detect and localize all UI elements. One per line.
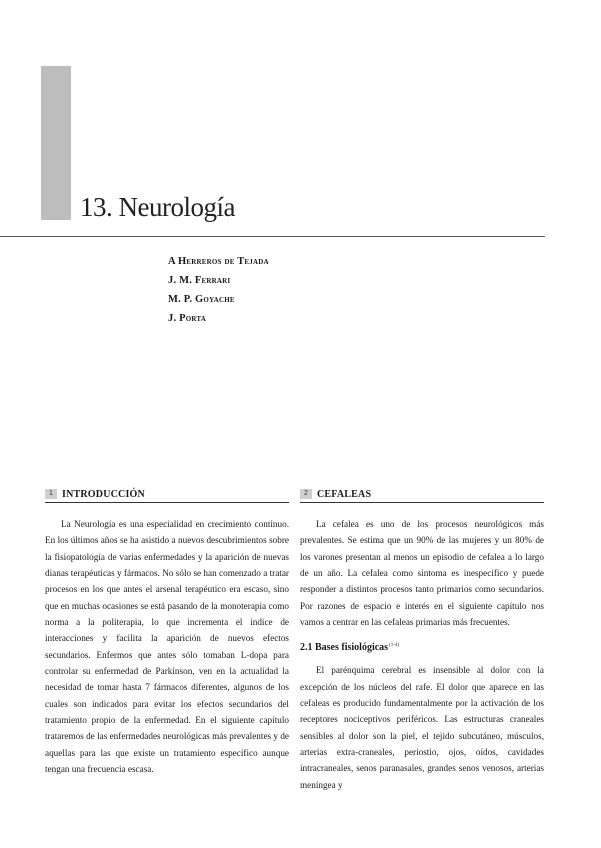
right-column [300, 487, 544, 793]
section-heading-introduccion [45, 487, 289, 503]
author-name: A Herreros de Tejada [168, 256, 269, 267]
author-list [168, 252, 269, 328]
section-title: CEFALEAS [317, 488, 372, 500]
subsection-heading [300, 642, 544, 653]
chapter-divider [0, 236, 545, 237]
section-number: 1 [45, 489, 57, 499]
author-name: J. M. Ferrari [168, 275, 231, 286]
citation-ref: (1-4) [389, 643, 400, 649]
body-paragraph: La Neurología es una especialidad en crecimiento continuo. En los últimos años se ha asistido a nuevos descubrimientos sobre la fisiopatología de varias enfermedades y la aparición de nuevas dianas terapéuticas y fármacos. No sólo se han comenzado a tratar procesos en los que antes el arsenal terapéutico era escaso, sino que en muchas ocasiones se está pasando de la monoterapia como norma a la politerapia, lo que incrementa el índice de interacciones y facilita la aparición de nuevos efectos secundarios. Enfermos que antes sólo tomaban L-dopa para controlar su enfermedad de Parkinson, ven en la actualidad la necesidad de tomar hasta 7 fármacos diferentes, algunos de los cuales son indicados para evitar los efectos secundarios del tratamiento propio de la enfermedad. En el siguiente capítulo trataremos de las enfermedades neurológicas más prevalentes y de aquellas para las que existe un tratamiento específico aunque tengan una frecuencia escasa. [45, 519, 289, 775]
chapter-title: 13. Neurología [80, 192, 235, 222]
subsection-title: 2.1 Bases fisiológicas [300, 642, 389, 654]
section-heading-cefaleas [300, 487, 544, 503]
section-number: 2 [300, 489, 312, 499]
author-name: M. P. Goyache [168, 294, 235, 305]
author-name: J. Porta [168, 313, 206, 324]
section-title: INTRODUCCIÓN [62, 488, 145, 500]
chapter-decorative-bar [41, 66, 71, 220]
left-column [45, 487, 289, 778]
body-paragraph: El parénquima cerebral es insensible al dolor con la excepción de los núcleos del rafe. El dolor que aparece en las cefaleas es producido fundamentalmente por la activación de los receptores nociceptivos periféricos. Las estructuras craneales sensibles al dolor son la piel, el tejido subcutáneo, músculos, arterias extra-craneales, periostio, ojos, oídos, cavidades intracraneales, senos paranasales, grandes senos venosos, arterias meníngea y [300, 665, 544, 790]
body-paragraph: La cefalea es uno de los procesos neurológicos más prevalentes. Se estima que un 90% de las mujeres y un 80% de los varones presentan al menos un episodio de cefalea a lo largo de un año. La cefalea como síntoma es inespecífico y puede responder a distintos procesos tanto primarios como secundarios. Por razones de espacio e interés en el siguiente capítulo nos vamos a centrar en las cefaleas primarias más frecuentes. [300, 519, 544, 628]
